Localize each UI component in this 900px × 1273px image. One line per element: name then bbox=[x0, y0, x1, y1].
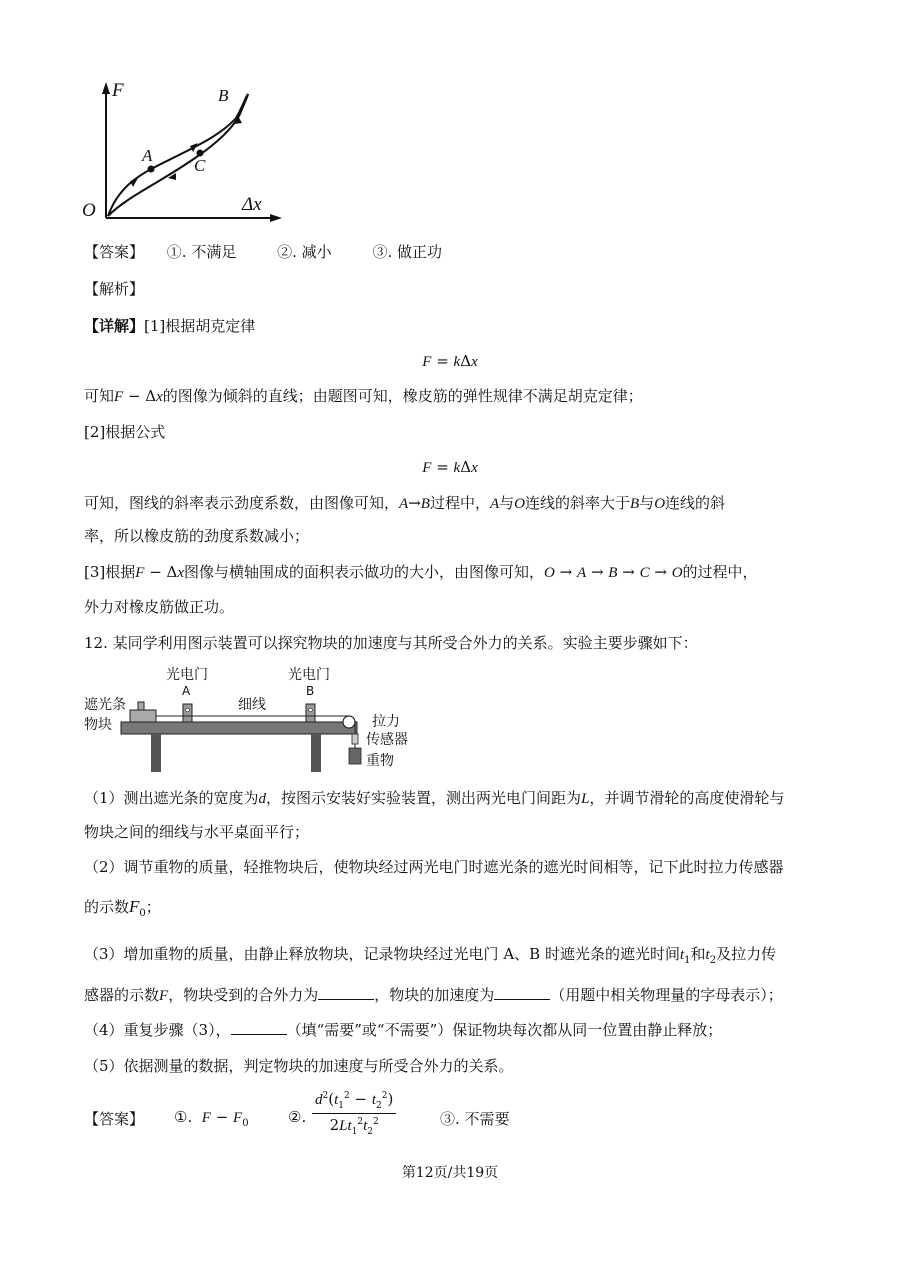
answer-3: ③. 做正功 bbox=[372, 243, 442, 261]
answer-tag: 【答案】 bbox=[84, 243, 145, 261]
q12-stem: 12. 某同学利用图示装置可以探究物块的加速度与其所受合外力的关系。实验主要步骤如下： bbox=[84, 634, 698, 652]
graph-point-c-label: C bbox=[194, 156, 206, 175]
answer-1: ①. 不满足 bbox=[166, 243, 237, 261]
detail-intro: 【详解】[1]根据胡克定律 bbox=[84, 317, 256, 335]
detail-p3-line2: 外力对橡皮筋做正功。 bbox=[84, 598, 235, 616]
gate-a-title: 光电门 bbox=[166, 667, 208, 683]
answer-line-1 bbox=[84, 242, 442, 262]
answer2-1: ①. $F - F_0$ bbox=[174, 1108, 249, 1129]
step-3-line2: 感器的示数F，物块受到的合外力为 ，物块的加速度为 （用题中相关物理量的字母表示）； bbox=[84, 986, 783, 1004]
gate-b-title: 光电门 bbox=[288, 667, 330, 683]
blank-net-force[interactable] bbox=[318, 985, 374, 1000]
gate-b-letter: B bbox=[306, 684, 315, 698]
sensor-label-1: 拉力 bbox=[372, 714, 400, 730]
gate-a-letter: A bbox=[182, 684, 191, 698]
detail-p2-line1: 可知，图线的斜率表示劲度系数，由图像可知，A→B过程中，A与O连线的斜率大于B与O连线的斜 bbox=[84, 494, 726, 512]
step-3-line1: （3）增加重物的质量，由静止释放物块，记录物块经过光电门 A、B 时遮光条的遮光时间$t_1$和$t_2$及拉力传 bbox=[84, 945, 777, 966]
answer-2: ②. 减小 bbox=[277, 243, 332, 261]
step-4: （4）重复步骤（3）， （填“需要”或“不需要”）保证物块每次都从同一位置由静止释放； bbox=[84, 1021, 723, 1039]
answer2-tag: 【答案】 bbox=[84, 1110, 145, 1128]
answer2-2: ②. bbox=[288, 1108, 307, 1126]
block-label: 物块 bbox=[84, 717, 112, 733]
step-1-line1: （1）测出遮光条的宽度为d，按图示安装好实验装置，测出两光电门间距为L，并调节滑轮的高度使滑轮与 bbox=[84, 789, 785, 807]
detail-p3-line1: [3]根据F − Δx图像与横轴围成的面积表示做功的大小，由图像可知，O → A → B → C → O的过程中， bbox=[84, 563, 758, 581]
sensor-label-2: 传感器 bbox=[366, 732, 408, 748]
graph-o-label: O bbox=[82, 200, 96, 221]
detail-p2-line2: 率，所以橡皮筋的劲度系数减小； bbox=[84, 527, 310, 545]
step-2-line2: 的示数$F_0$； bbox=[84, 897, 161, 919]
step-1-line2: 物块之间的细线与水平桌面平行； bbox=[84, 823, 310, 841]
graph-point-b-label: B bbox=[218, 86, 229, 105]
graph-f-label: F bbox=[112, 80, 124, 101]
weight-label: 重物 bbox=[366, 753, 394, 769]
page-footer: 第12页/共19页 bbox=[401, 1165, 499, 1181]
shade-strip-label: 遮光条 bbox=[84, 697, 126, 713]
step-5: （5）依据测量的数据，判定物块的加速度与所受合外力的关系。 bbox=[84, 1057, 514, 1075]
answer2-3: ③. 不需要 bbox=[440, 1110, 510, 1128]
detail-tag: 【详解】 bbox=[84, 317, 145, 335]
analysis-tag: 【解析】 bbox=[84, 280, 145, 298]
graph-point-a-label: A bbox=[142, 146, 153, 165]
acceleration-formula: $\frac{d^2(t_1^2 - t_2^2)}{2Lt_1^2t_2^2}$ bbox=[312, 1090, 396, 1137]
hooke-formula-1: F = kΔx bbox=[422, 352, 478, 370]
blank-need-same-position[interactable] bbox=[231, 1020, 287, 1035]
string-label: 细线 bbox=[238, 697, 266, 713]
graph-dx-label: Δx bbox=[242, 194, 262, 215]
blank-acceleration[interactable] bbox=[494, 985, 550, 1000]
step-2-line1: （2）调节重物的质量，轻推物块后，使物块经过两光电门时遮光条的遮光时间相等，记下此时拉力传感器 bbox=[84, 858, 784, 876]
hooke-formula-2: F = kΔx bbox=[422, 458, 478, 476]
detail-p2-intro: [2]根据公式 bbox=[84, 423, 166, 441]
detail-p1: 可知F − Δx的图像为倾斜的直线；由题图可知，橡皮筋的弹性规律不满足胡克定律； bbox=[84, 387, 643, 405]
